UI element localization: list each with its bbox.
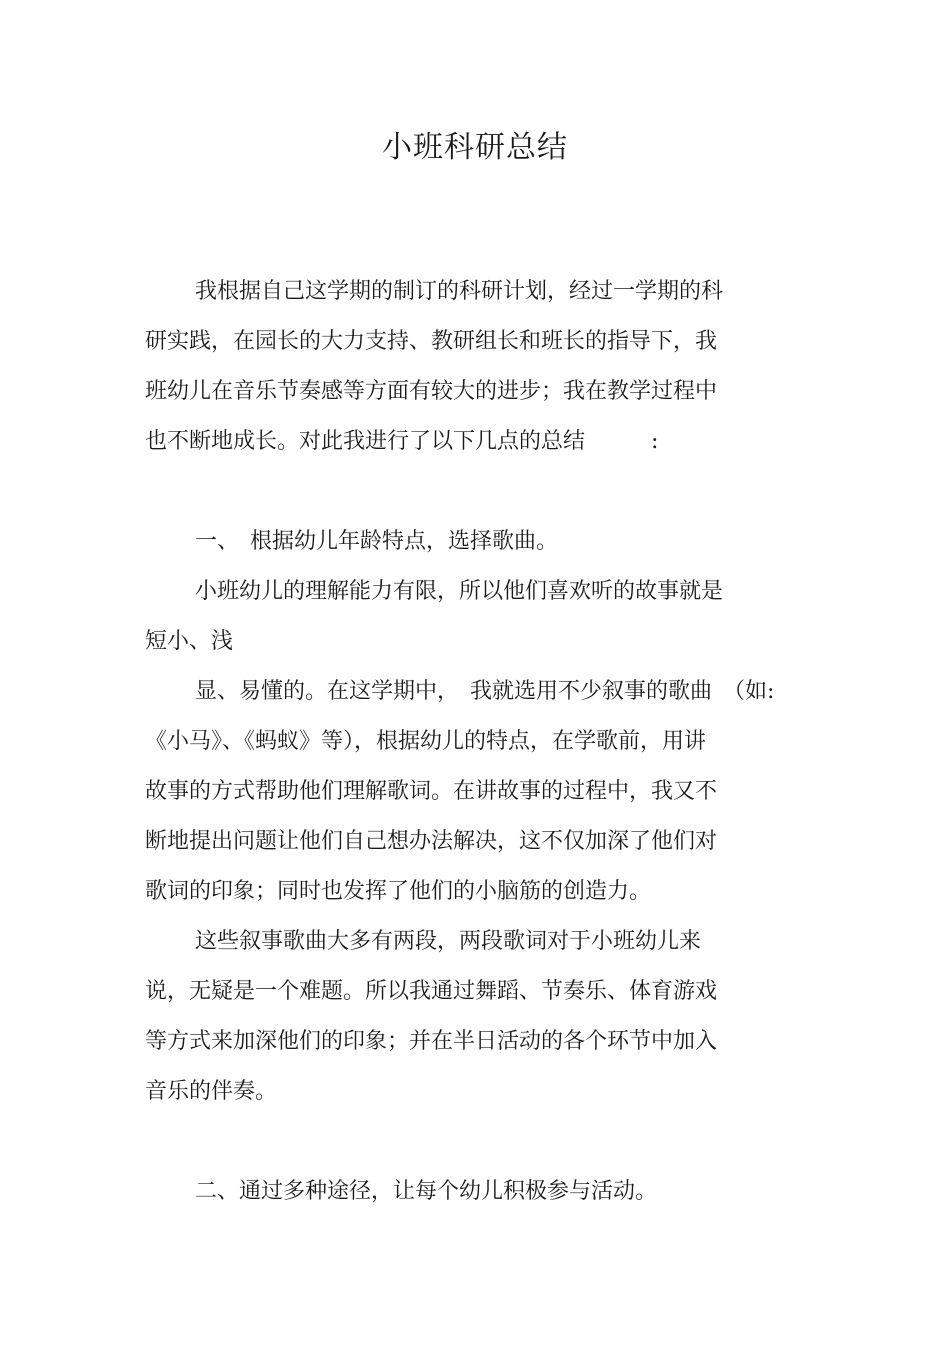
section-heading: 一、 根据幼儿年龄特点，选择歌曲。: [195, 529, 559, 554]
paragraph-line: 小班幼儿的理解能力有限，所以他们喜欢听的故事就是: [195, 579, 724, 604]
paragraph-line: 班幼儿在音乐节奏感等方面有较大的进步；我在教学过程中: [145, 379, 718, 404]
paragraph-line: 等方式来加深他们的印象；并在半日活动的各个环节中加入: [145, 1029, 718, 1054]
paragraph-line: 故事的方式帮助他们理解歌词。在讲故事的过程中，我又不: [145, 779, 718, 804]
paragraph-line: 歌词的印象；同时也发挥了他们的小脑筋的创造力。: [145, 879, 652, 904]
paragraph-line: 研实践，在园长的大力支持、教研组长和班长的指导下，我: [145, 329, 718, 354]
paragraph-line: 短小、浅: [145, 629, 234, 654]
paragraph-line: 这些叙事歌曲大多有两段，两段歌词对于小班幼儿来: [195, 929, 702, 954]
paragraph-line: 说，无疑是一个难题。所以我通过舞蹈、节奏乐、体育游戏: [145, 979, 718, 1004]
paragraph-line: 也不断地成长。对此我进行了以下几点的总结 :: [145, 429, 659, 454]
paragraph-line: 断地提出问题让他们自己想办法解决，这不仅加深了他们对: [145, 829, 718, 854]
section-heading: 二、通过多种途径，让每个幼儿积极参与活动。: [195, 1179, 658, 1204]
paragraph-line: 我根据自己这学期的制订的科研计划，经过一学期的科: [195, 279, 724, 304]
paragraph-line: 显、易懂的。在这学期中， 我就选用不少叙事的歌曲 （如:: [195, 679, 775, 704]
document-title: 小班科研总结: [382, 130, 568, 165]
paragraph-line: 《小马》、《蚂蚁》等），根据幼儿的特点，在学歌前，用讲: [145, 729, 707, 754]
paragraph-line: 音乐的伴奏。: [145, 1079, 278, 1104]
